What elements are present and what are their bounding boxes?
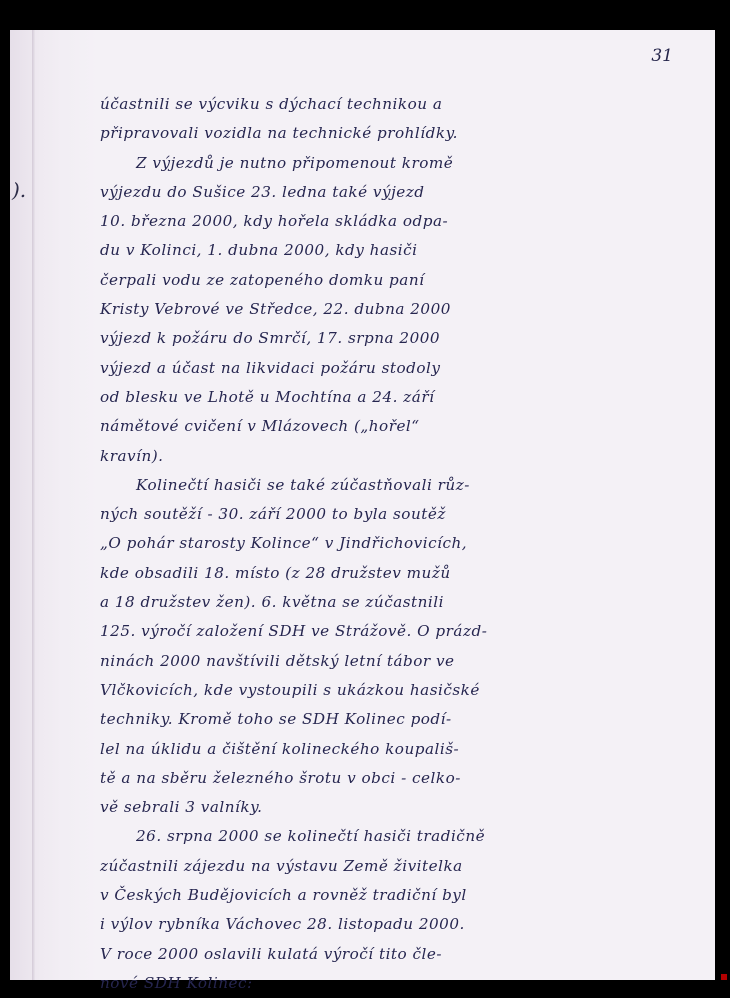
text-line: čerpali vodu ze zatopeného domku paní (100, 270, 425, 289)
text-line: tě a na sběru železného šrotu v obci - celko- (100, 768, 461, 787)
text-line: výjezd a účast na likvidaci požáru stodoly (100, 358, 441, 377)
paper-sheet (10, 30, 715, 992)
text-line: výjezdu do Sušice 23. ledna také výjezd (100, 182, 425, 201)
text-line: účastnili se výcviku s dýchací technikou a (100, 95, 443, 113)
text-line: Kristy Vebrové ve Středce, 22. dubna 2000 (100, 300, 451, 319)
scanner-marker (721, 974, 727, 980)
page-fold (32, 30, 35, 980)
text-line: v Českých Budějovicích a rovněž tradiční byl (100, 886, 467, 905)
text-line: kravín). (100, 446, 164, 465)
text-line: du v Kolinci, 1. dubna 2000, kdy hasiči (100, 241, 418, 260)
text-line: lel na úklidu a čištění kolineckého koupališ- (100, 739, 460, 758)
handwritten-text (100, 90, 660, 998)
text-line: nové SDH Kolinec: (100, 973, 253, 992)
text-line: ninách 2000 navštívili dětský letní tábor ve (100, 651, 455, 670)
page-number: 31 (651, 46, 673, 66)
text-line: „O pohár starosty Kolince“ v Jindřichovicích, (100, 534, 468, 553)
margin-mark: ). (12, 178, 27, 202)
text-line: kde obsadili 18. místo (z 28 družstev mužů (100, 563, 451, 582)
text-line: vě sebrali 3 valníky. (100, 798, 263, 817)
text-line: V roce 2000 oslavili kulatá výročí tito čle- (100, 944, 442, 963)
text-line: 125. výročí založení SDH ve Strážově. O prázd- (100, 622, 488, 641)
text-line: výjezd k požáru do Smrčí, 17. srpna 2000 (100, 329, 441, 348)
scan-border (718, 30, 730, 980)
binding-shadow (10, 30, 98, 980)
text-line: námětové cvičení v Mlázovech („hořel“ (100, 417, 420, 436)
text-line: i výlov rybníka Váchovec 28. listopadu 2000. (100, 915, 465, 934)
text-line: Kolinečtí hasiči se také zúčastňovali růz- (136, 475, 470, 494)
text-line: od blesku ve Lhotě u Mochtína a 24. září (100, 387, 435, 406)
text-line: zúčastnili zájezdu na výstavu Země živitelka (100, 856, 463, 875)
text-line: 26. srpna 2000 se kolinečtí hasiči tradičně (136, 827, 486, 846)
text-line: 10. března 2000, kdy hořela skládka odpa- (100, 212, 449, 231)
text-line: připravovali vozidla na technické prohlídky. (100, 124, 458, 143)
text-line: Z výjezdů je nutno připomenout kromě (136, 153, 454, 172)
text-line: ných soutěží - 30. září 2000 to byla soutěž (100, 505, 446, 524)
text-line: techniky. Kromě toho se SDH Kolinec podí- (100, 710, 452, 729)
text-line: a 18 družstev žen). 6. května se zúčastnili (100, 593, 445, 612)
text-line: Vlčkovicích, kde vystoupili s ukázkou hasičské (100, 680, 480, 699)
